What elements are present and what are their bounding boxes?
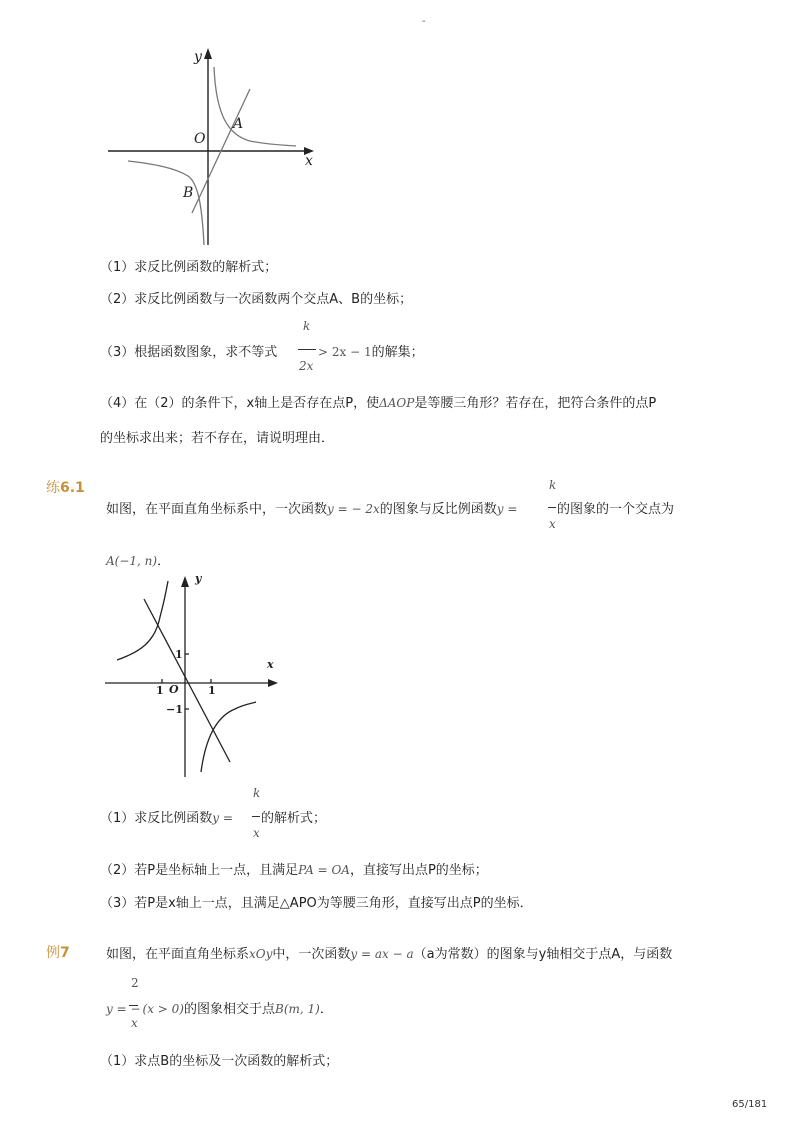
ex61-part2 bbox=[100, 859, 488, 878]
ex61-part1-suffix: 的解析式； bbox=[261, 811, 327, 826]
ex61-math1: y = − 2x bbox=[327, 502, 380, 516]
ex61-frac-bar bbox=[548, 507, 556, 508]
ex61-part2-suffix: ，直接写出点P的坐标； bbox=[349, 863, 488, 878]
ex61-part1-prefix: （1）求反比例函数 bbox=[100, 811, 213, 826]
ex61-label bbox=[46, 477, 85, 497]
ex61-part1-frac-den: x bbox=[253, 826, 260, 840]
ex7-frac-num: 2 bbox=[131, 976, 139, 990]
ex7-part1: （1）求点B的坐标及一次函数的解析式； bbox=[100, 1054, 339, 1069]
graph-2 bbox=[100, 572, 285, 782]
ex7-line2 bbox=[106, 998, 333, 1017]
ex61-point-math: A(−1, n) bbox=[106, 554, 158, 568]
header-mark: - bbox=[422, 16, 426, 27]
ex61-text2: 的图象与反比例函数 bbox=[379, 502, 497, 517]
ex7-math5: B(m, 1) bbox=[275, 1002, 320, 1016]
graph2-tick-y-pos: 1 bbox=[175, 648, 183, 661]
graph-1 bbox=[100, 45, 330, 250]
graph2-origin: O bbox=[169, 683, 179, 696]
ex7-frac-den: x bbox=[131, 1016, 138, 1030]
q1-part4-prefix: （4）在（2）的条件下，x轴上是否存在点P，使 bbox=[100, 396, 380, 411]
graph2-tick-x-neg: 1 bbox=[156, 684, 164, 697]
ex7-label-num: 7 bbox=[60, 945, 70, 961]
q1-part3-prefix: （3）根据函数图象，求不等式 bbox=[100, 345, 278, 360]
graph1-x-label: x bbox=[305, 153, 313, 169]
graph1-y-label: y bbox=[194, 49, 202, 65]
ex61-part1-frac-bar bbox=[252, 816, 260, 817]
ex61-label-prefix: 练 bbox=[46, 480, 60, 496]
ex61-part1-frac-num: k bbox=[253, 786, 261, 800]
q1-part3-math: > 2x − 1 bbox=[318, 345, 372, 359]
q1-part3-frac-den: 2x bbox=[299, 359, 314, 373]
graph2-x-label: x bbox=[267, 658, 274, 671]
ex61-math2: y = bbox=[496, 502, 518, 516]
ex7-label bbox=[46, 942, 70, 962]
ex7-label-prefix: 例 bbox=[46, 945, 60, 961]
graph1-point-b: B bbox=[183, 185, 194, 201]
ex7-text4: 的图象相交于点 bbox=[183, 1002, 275, 1017]
ex7-text3: （a为常数）的图象与y轴相交于点A，与函数 bbox=[413, 947, 673, 962]
q1-part4 bbox=[100, 392, 656, 411]
q1-part3-frac-bar bbox=[298, 349, 316, 350]
ex7-math1: xOy bbox=[249, 947, 273, 961]
ex7-math4: (x > 0) bbox=[142, 1002, 184, 1016]
q1-part4-line2: 的坐标求出来；若不存在，请说明理由． bbox=[100, 431, 335, 446]
graph2-tick-x-pos: 1 bbox=[208, 684, 216, 697]
q1-part3-frac-num: k bbox=[303, 319, 311, 333]
ex7-math2: y = ax − a bbox=[350, 947, 414, 961]
q1-part1: （1）求反比例函数的解析式； bbox=[100, 260, 278, 275]
ex7-text5: ． bbox=[319, 1002, 333, 1017]
ex61-text1: 如图，在平面直角坐标系中，一次函数 bbox=[106, 502, 328, 517]
graph2-y-label: y bbox=[195, 572, 202, 585]
ex7-text1: 如图，在平面直角坐标系 bbox=[106, 947, 250, 962]
ex7-stem bbox=[106, 943, 672, 962]
ex61-part2-prefix: （2）若P是坐标轴上一点，且满足 bbox=[100, 863, 299, 878]
graph1-origin: O bbox=[194, 131, 206, 147]
ex61-label-num: 6.1 bbox=[60, 480, 85, 496]
q1-part3 bbox=[100, 341, 277, 360]
ex61-part2-math: PA = OA bbox=[298, 863, 350, 877]
ex61-point-suffix: ． bbox=[157, 554, 171, 569]
ex61-part1-math: y = bbox=[212, 811, 233, 825]
ex7-text2: 中，一次函数 bbox=[272, 947, 351, 962]
q1-part4-math: ΔAOP bbox=[379, 396, 415, 410]
ex61-point bbox=[106, 550, 170, 569]
ex61-frac-num: k bbox=[549, 478, 557, 492]
graph1-point-a: A bbox=[233, 116, 244, 132]
ex61-frac-den: x bbox=[549, 517, 556, 531]
ex61-text3: 的图象的一个交点为 bbox=[557, 502, 675, 517]
q1-part4-suffix: 是等腰三角形？若存在，把符合条件的点P bbox=[414, 396, 657, 411]
q1-part2: （2）求反比例函数与一次函数两个交点A、B的坐标； bbox=[100, 292, 413, 307]
ex61-part1 bbox=[100, 807, 233, 826]
ex7-math3: y = − bbox=[106, 1002, 141, 1016]
graph2-tick-y-neg: −1 bbox=[166, 703, 183, 716]
ex61-stem bbox=[106, 498, 517, 517]
q1-part3-tail bbox=[318, 341, 424, 360]
page-number: 65/181 bbox=[732, 1099, 768, 1110]
ex61-part3: （3）若P是x轴上一点，且满足△APO为等腰三角形，直接写出点P的坐标． bbox=[100, 896, 533, 911]
q1-part3-suffix: 的解集； bbox=[371, 345, 424, 360]
